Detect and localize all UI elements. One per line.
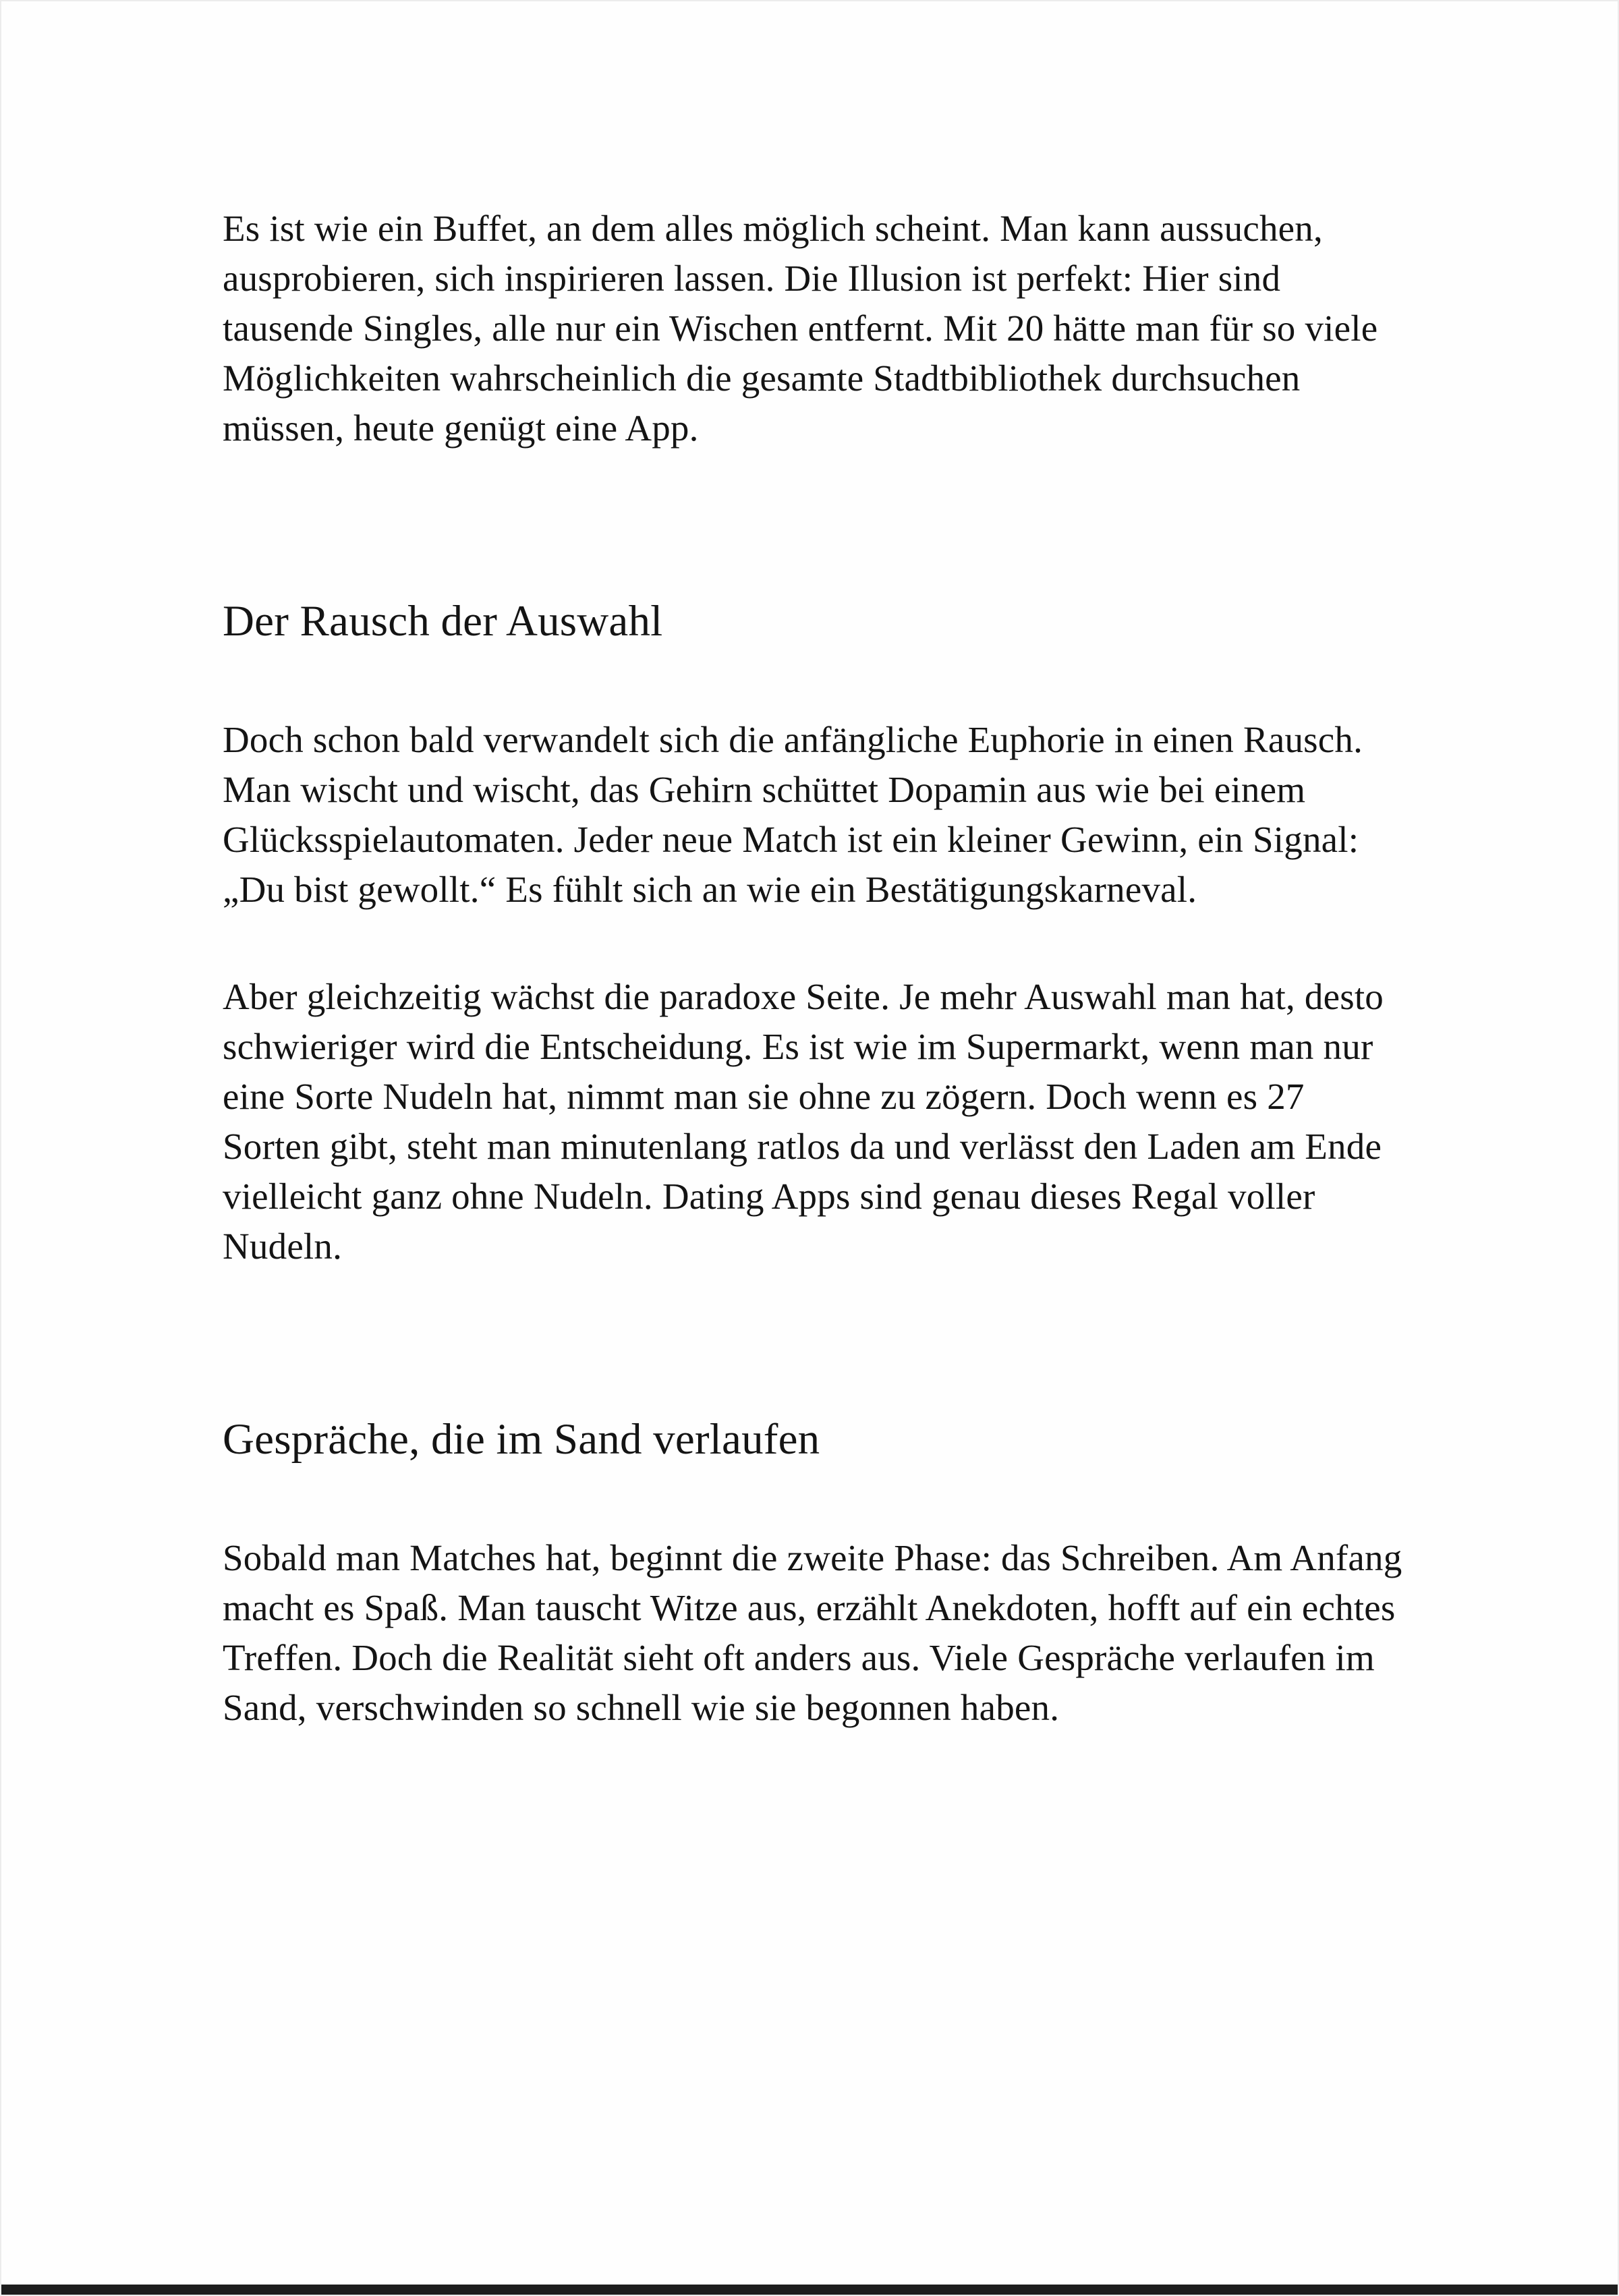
section-heading-rausch-der-auswahl: Der Rausch der Auswahl	[223, 597, 663, 645]
paragraph-buffet: Es ist wie ein Buffet, an dem alles möglich scheint. Man kann aussuchen, ausprobieren, sich inspirieren lassen. Die Illusion ist perfekt: Hier sind tausende Singles, alle nur ein Wischen entfernt. Mit 20 hätte man für so viele Möglichkeiten wahrscheinlich die gesamte Stadtbibliothek durchsuchen müssen, heute genügt eine App.	[223, 208, 1378, 449]
paragraph-euphorie: Doch schon bald verwandelt sich die anfängliche Euphorie in einen Rausch. Man wischt und wischt, das Gehirn schüttet Dopamin aus wie bei einem Glücksspielautomaten. Jeder neue Match ist ein kleiner Gewinn, ein Signal: „Du bist gewollt.“ Es fühlt sich an wie ein Bestätigungskarneval.	[223, 719, 1363, 910]
paragraph-schreiben: Sobald man Matches hat, beginnt die zweite Phase: das Schreiben. Am Anfang macht es Spaß. Man tauscht Witze aus, erzählt Anekdoten, hofft auf ein echtes Treffen. Doch die Realität sieht oft anders aus. Viele Gespräche verlaufen im Sand, verschwinden so schnell wie sie begonnen haben.	[223, 1537, 1402, 1728]
bottom-edge-bar	[1, 2285, 1618, 2295]
paragraph-paradox-der-auswahl: Aber gleichzeitig wächst die paradoxe Seite. Je mehr Auswahl man hat, desto schwieriger wird die Entscheidung. Es ist wie im Supermarkt, wenn man nur eine Sorte Nudeln hat, nimmt man sie ohne zu zögern. Doch wenn es 27 Sorten gibt, steht man minutenlang ratlos da und verlässt den Laden am Ende vielleicht ganz ohne Nudeln. Dating Apps sind genau dieses Regal voller Nudeln.	[223, 976, 1384, 1267]
document-content	[223, 204, 1407, 1790]
section-heading-gespraeche-im-sand: Gespräche, die im Sand verlaufen	[223, 1415, 820, 1464]
